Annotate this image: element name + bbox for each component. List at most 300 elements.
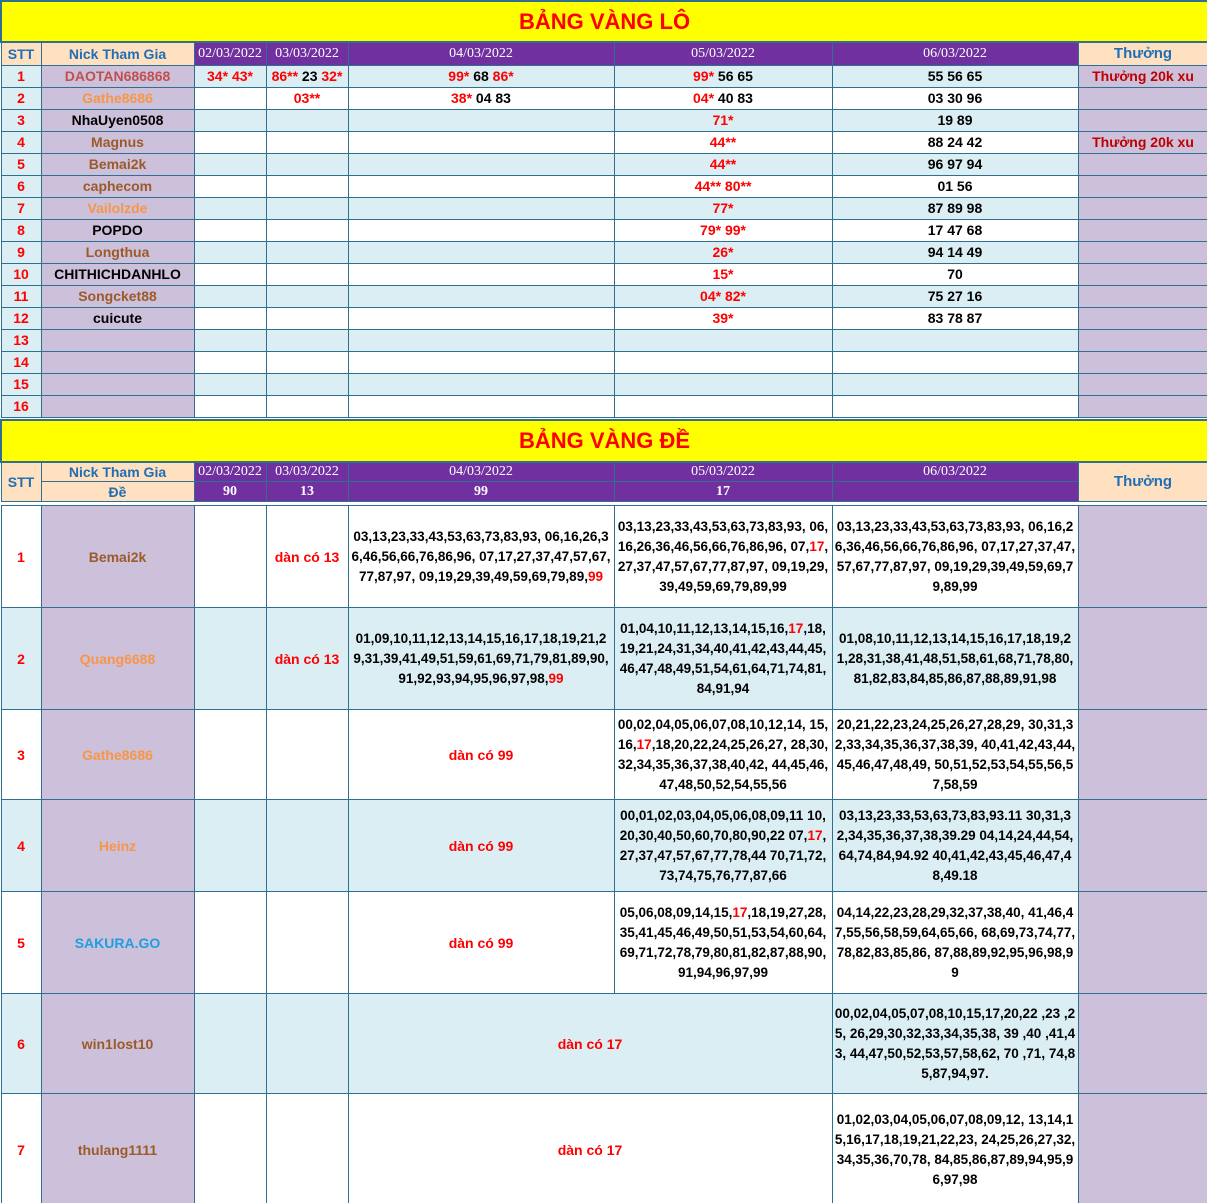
cell-segment: 88 24 42: [927, 134, 983, 150]
lo-row-date-cell: [832, 373, 1078, 395]
lo-row-date-cell: [614, 197, 832, 219]
lo-row-date-cell: [266, 197, 348, 219]
lo-row-date-cell: [266, 87, 348, 109]
lo-row-date-cell: [614, 175, 832, 197]
de-row-d1-cell: [194, 506, 266, 608]
lo-row-nick: CHITHICHDANHLO: [41, 263, 194, 285]
de-row-d2-cell: [266, 608, 348, 710]
lo-row-date-cell: [348, 307, 614, 329]
lo-row-date-cell: [614, 131, 832, 153]
lo-row-reward: [1078, 87, 1207, 109]
cell-segment: 00,01,02,03,04,05,06,08,09,11 10,20,30,40,50,60,70,80,90,22 07,: [619, 807, 826, 843]
lo-row: [1, 373, 1207, 395]
cell-segment: 71*: [712, 112, 734, 128]
lo-row-date-cell: [194, 307, 266, 329]
cell-segment: 79* 99*: [700, 222, 746, 238]
de-row-d3-cell: [348, 800, 614, 892]
lo-row-date-cell: [614, 285, 832, 307]
lo-row-date-cell: [266, 219, 348, 241]
de-row: [1, 1094, 1207, 1203]
cell-segment: 01,08,10,11,12,13,14,15,16,17,18,19,21,28,31,38,41,48,51,58,61,68,71,78,80,81,82,83,84,85,86,87,88,89,91,98: [836, 630, 1074, 686]
lo-header-nick: Nick Tham Gia: [41, 42, 194, 65]
de-row-reward: [1078, 608, 1207, 710]
cell-segment: 17 47 68: [927, 222, 983, 238]
lo-row-stt: 8: [1, 219, 41, 241]
lo-row-date-cell: [832, 351, 1078, 373]
de-row-d2-cell: [266, 994, 348, 1094]
lo-row-date-cell: [266, 263, 348, 285]
de-row-d3-cell: [348, 710, 614, 800]
lo-row-nick: cuicute: [41, 307, 194, 329]
lo-row: [1, 175, 1207, 197]
de-row-stt: 7: [1, 1094, 41, 1203]
de-row-stt: 6: [1, 994, 41, 1094]
cell-segment: 99*: [448, 68, 470, 84]
lo-row-date-cell: [348, 65, 614, 87]
de-row: [1, 994, 1207, 1094]
lo-row-stt: 4: [1, 131, 41, 153]
cell-segment: 01 56: [937, 178, 973, 194]
de-result-3: 99: [348, 482, 614, 502]
lo-row-stt: 2: [1, 87, 41, 109]
lo-row: [1, 65, 1207, 87]
de-result-5: [832, 482, 1078, 502]
de-row-d2-cell: [266, 1094, 348, 1203]
cell-segment: 03,13,23,33,43,53,63,73,83,93, 06,16,26,36,46,56,66,76,86,96, 07,17,27,37,47,57,67,77,87,97, 09,19,29,39,49,59,69,79,89,: [351, 528, 611, 584]
lo-row-date-cell: [194, 263, 266, 285]
lo-row-nick: caphecom: [41, 175, 194, 197]
lo-row: [1, 395, 1207, 417]
lo-row-nick: Bemai2k: [41, 153, 194, 175]
cell-segment: 43*: [231, 68, 253, 84]
cell-segment: ,18,19,27,28,35,41,45,46,49,50,51,53,54,60,64,69,71,72,78,79,80,81,82,87,88,90,91,94,96,97,99: [619, 904, 827, 980]
de-row-stt: 5: [1, 892, 41, 994]
lo-row-date-cell: [266, 395, 348, 417]
lo-row: [1, 351, 1207, 373]
de-header-reward: Thưởng: [1078, 462, 1207, 502]
lo-header-date-4: 05/03/2022: [614, 42, 832, 65]
lo-row-stt: 7: [1, 197, 41, 219]
lo-row-date-cell: [266, 329, 348, 351]
cell-segment: 03,13,23,33,53,63,73,83,93.11 30,31,32,34,35,36,37,38,39.29 04,14,24,44,54,64,74,84,94.92 40,41,42,43,45,46,47,48,49.18: [836, 807, 1074, 883]
lo-row-date-cell: [266, 285, 348, 307]
cell-segment: 15*: [712, 266, 734, 282]
cell-segment: 04,14,22,23,28,29,32,37,38,40, 41,46,47,55,56,58,59,64,65,66, 68,69,73,74,77,78,82,83,85,86, 87,88,89,92,95,96,98,99: [834, 904, 1076, 980]
lo-row-date-cell: [194, 87, 266, 109]
cell-segment: 77*: [712, 200, 734, 216]
lo-row-reward: [1078, 373, 1207, 395]
lo-row-reward: [1078, 219, 1207, 241]
lo-row-date-cell: [614, 307, 832, 329]
lo-row-stt: 10: [1, 263, 41, 285]
cell-segment: ,27,37,47,57,67,77,87,97, 09,19,29,39,49,59,69,79,89,99: [617, 538, 829, 594]
de-row: [1, 892, 1207, 994]
lo-row-date-cell: [266, 373, 348, 395]
de-row-d5-cell: [832, 1094, 1078, 1203]
cell-segment: 17: [636, 736, 652, 752]
de-row-stt: 2: [1, 608, 41, 710]
lo-row-stt: 3: [1, 109, 41, 131]
lo-title: BẢNG VÀNG LÔ: [1, 1, 1207, 42]
de-row-d1-cell: [194, 994, 266, 1094]
lo-row-date-cell: [348, 197, 614, 219]
cell-segment: dàn có 13: [274, 650, 340, 667]
de-rows: [1, 506, 1207, 1203]
cell-segment: 99*: [693, 68, 715, 84]
de-row-d3-cell: [348, 608, 614, 710]
de-row-d3-cell: [348, 506, 614, 608]
lo-row-date-cell: [348, 219, 614, 241]
de-row-stt: 1: [1, 506, 41, 608]
lo-row-nick: DAOTAN686868: [41, 65, 194, 87]
cell-segment: 34*: [207, 68, 229, 84]
lo-row-nick: Songcket88: [41, 285, 194, 307]
lo-row-date-cell: [614, 351, 832, 373]
lo-row: [1, 197, 1207, 219]
lo-row-date-cell: [832, 65, 1078, 87]
lo-row-date-cell: [614, 395, 832, 417]
de-row: [1, 800, 1207, 892]
cell-segment: 32*: [321, 68, 343, 84]
cell-segment: 03,13,23,33,43,53,63,73,83,93, 06,16,26,36,46,56,66,76,86,96, 07,: [617, 518, 829, 554]
lo-row-date-cell: [194, 395, 266, 417]
lo-row-date-cell: [194, 131, 266, 153]
de-header-row-1: [1, 462, 1207, 482]
cell-segment: 17: [807, 827, 823, 843]
de-row-reward: [1078, 994, 1207, 1094]
de-row-d1-cell: [194, 892, 266, 994]
lo-row-date-cell: [832, 219, 1078, 241]
de-header-date-4: 05/03/2022: [614, 462, 832, 482]
de-row-d2-cell: [266, 892, 348, 994]
lo-row-date-cell: [266, 241, 348, 263]
lo-row-nick: [41, 329, 194, 351]
lo-header-reward: Thưởng: [1078, 42, 1207, 65]
lo-row-date-cell: [266, 65, 348, 87]
lo-row-date-cell: [348, 285, 614, 307]
lo-row-date-cell: [194, 197, 266, 219]
lo-row-stt: 16: [1, 395, 41, 417]
lo-row: [1, 241, 1207, 263]
lo-row-reward: [1078, 109, 1207, 131]
lo-row-stt: 13: [1, 329, 41, 351]
de-row-d2-cell: [266, 710, 348, 800]
lo-row-reward: [1078, 241, 1207, 263]
lo-row-date-cell: [832, 131, 1078, 153]
lo-row-date-cell: [194, 175, 266, 197]
lo-row: [1, 285, 1207, 307]
de-row-d5-cell: [832, 800, 1078, 892]
de-row-d4-cell: [348, 994, 832, 1094]
cell-segment: 96 97 94: [927, 156, 983, 172]
de-header-row-2: [1, 482, 1207, 502]
de-row-d4-cell: [614, 892, 832, 994]
lo-row-date-cell: [614, 329, 832, 351]
lo-row-nick: Gathe8686: [41, 87, 194, 109]
cell-segment: 40 83: [714, 90, 753, 106]
lo-row-date-cell: [832, 109, 1078, 131]
cell-segment: 55 56 65: [927, 68, 983, 84]
de-row-stt: 3: [1, 710, 41, 800]
de-row-stt: 4: [1, 800, 41, 892]
lo-row-date-cell: [832, 87, 1078, 109]
de-row-d5-cell: [832, 710, 1078, 800]
de-row-d4-cell: [614, 710, 832, 800]
lo-row-date-cell: [614, 65, 832, 87]
lo-header-row: [1, 42, 1207, 65]
lo-row-date-cell: [194, 329, 266, 351]
cell-segment: 17: [788, 620, 804, 636]
lo-row-date-cell: [348, 175, 614, 197]
lo-row-reward: [1078, 197, 1207, 219]
de-header-nick-de: Đề: [41, 482, 194, 502]
de-row-nick: Heinz: [41, 800, 194, 892]
lo-row-date-cell: [348, 263, 614, 285]
de-header-date-2: 03/03/2022: [266, 462, 348, 482]
cell-segment: 04*: [693, 90, 715, 106]
de-row-d4-cell: [348, 1094, 832, 1203]
de-row-reward: [1078, 710, 1207, 800]
lo-row-stt: 11: [1, 285, 41, 307]
cell-segment: 05,06,08,09,14,15,: [619, 904, 733, 920]
de-row-reward: [1078, 892, 1207, 994]
lo-row-date-cell: [832, 307, 1078, 329]
lo-row-date-cell: [832, 329, 1078, 351]
lo-row-nick: [41, 395, 194, 417]
cell-segment: 20,21,22,23,24,25,26,27,28,29, 30,31,32,33,34,35,36,37,38,39, 40,41,42,43,44,45,46,47,48,49, 50,51,52,53,54,55,56,57,58,59: [834, 716, 1076, 792]
de-row: [1, 710, 1207, 800]
lo-row-stt: 6: [1, 175, 41, 197]
de-row-d1-cell: [194, 1094, 266, 1203]
lo-row-date-cell: [266, 109, 348, 131]
lo-row-stt: 1: [1, 65, 41, 87]
cell-segment: 23: [298, 68, 322, 84]
de-row-d5-cell: [832, 506, 1078, 608]
lo-row-date-cell: [832, 285, 1078, 307]
de-row-d5-cell: [832, 608, 1078, 710]
cell-segment: 01,04,10,11,12,13,14,15,16,: [620, 620, 789, 636]
lo-row-date-cell: [266, 175, 348, 197]
de-title: BẢNG VÀNG ĐỀ: [1, 420, 1207, 462]
de-row-nick: thulang1111: [41, 1094, 194, 1203]
de-row-nick: Bemai2k: [41, 506, 194, 608]
de-header-date-3: 04/03/2022: [348, 462, 614, 482]
de-header-nick: Nick Tham Gia: [41, 462, 194, 482]
lo-row-nick: NhaUyen0508: [41, 109, 194, 131]
lo-row-reward: Thưởng 20k xu: [1078, 131, 1207, 153]
cell-segment: 70: [947, 266, 963, 282]
lo-row-nick: [41, 351, 194, 373]
de-row: [1, 608, 1207, 710]
cell-segment: 01,02,03,04,05,06,07,08,09,12, 13,14,15,16,17,18,19,21,22,23, 24,25,26,27,32,34,35,36,70,78, 84,85,86,87,89,94,95,96,97,98: [834, 1111, 1076, 1187]
cell-segment: dàn có 99: [448, 934, 514, 951]
lo-row-date-cell: [194, 285, 266, 307]
lo-row-reward: Thưởng 20k xu: [1078, 65, 1207, 87]
lo-row-date-cell: [194, 373, 266, 395]
cell-segment: 83 78 87: [927, 310, 983, 326]
cell-segment: 03 30 96: [927, 90, 983, 106]
lo-row-date-cell: [832, 175, 1078, 197]
cell-segment: 44** 80**: [694, 178, 752, 194]
cell-segment: 00,02,04,05,07,08,10,15,17,20,22 ,23 ,25, 26,29,30,32,33,34,35,38, 39 ,40 ,41,43, 44,47,50,52,53,57,58,62, 70 ,71, 74,85,87,94,97.: [834, 1005, 1076, 1081]
lo-table: [0, 0, 1207, 418]
cell-segment: 26*: [712, 244, 734, 260]
lo-row-date-cell: [266, 351, 348, 373]
lo-row-nick: POPDO: [41, 219, 194, 241]
lo-header-date-3: 04/03/2022: [348, 42, 614, 65]
cell-segment: 99: [548, 670, 564, 686]
de-row-d2-cell: [266, 506, 348, 608]
de-row-d5-cell: [832, 892, 1078, 994]
lo-row-stt: 15: [1, 373, 41, 395]
lo-row-date-cell: [832, 197, 1078, 219]
cell-segment: dàn có 99: [448, 746, 514, 763]
de-table: [0, 419, 1207, 1203]
lo-row-stt: 5: [1, 153, 41, 175]
lo-header-date-2: 03/03/2022: [266, 42, 348, 65]
lo-row-date-cell: [266, 153, 348, 175]
de-row-d1-cell: [194, 608, 266, 710]
cell-segment: 17: [809, 538, 825, 554]
cell-segment: 75 27 16: [927, 288, 983, 304]
cell-segment: 04* 82*: [700, 288, 746, 304]
lo-row-date-cell: [194, 65, 266, 87]
de-row-d4-cell: [614, 608, 832, 710]
lo-header-date-1: 02/03/2022: [194, 42, 266, 65]
cell-segment: 03**: [293, 90, 321, 106]
lo-row-nick: Magnus: [41, 131, 194, 153]
de-row-nick: win1lost10: [41, 994, 194, 1094]
cell-segment: dàn có 17: [557, 1035, 623, 1052]
lo-row: [1, 219, 1207, 241]
lo-row: [1, 307, 1207, 329]
de-result-4: 17: [614, 482, 832, 502]
cell-segment: 00,02,04,05,06,07,08,10,12,14, 15,16,: [617, 716, 829, 752]
de-header-date-1: 02/03/2022: [194, 462, 266, 482]
de-row-d2-cell: [266, 800, 348, 892]
lo-row-date-cell: [348, 109, 614, 131]
de-header-stt: STT: [1, 462, 41, 502]
cell-segment: dàn có 17: [557, 1141, 623, 1158]
lo-row: [1, 109, 1207, 131]
lo-row-date-cell: [194, 219, 266, 241]
lo-row: [1, 131, 1207, 153]
lo-row-date-cell: [194, 351, 266, 373]
cell-segment: ,18,19,21,24,31,34,40,41,42,43,44,45,46,47,48,49,51,54,61,64,71,74,81,84,91,94: [619, 620, 827, 696]
lo-row: [1, 329, 1207, 351]
lo-row-date-cell: [266, 307, 348, 329]
lo-row-date-cell: [348, 395, 614, 417]
cell-segment: 01,09,10,11,12,13,14,15,16,17,18,19,21,29,31,39,41,49,51,59,61,69,71,79,81,89,90,91,92,93,94,95,96,97,98,: [353, 630, 609, 686]
lo-row-stt: 9: [1, 241, 41, 263]
lo-row-date-cell: [194, 109, 266, 131]
lo-row-date-cell: [348, 153, 614, 175]
cell-segment: 44**: [709, 156, 737, 172]
de-row-d4-cell: [614, 506, 832, 608]
de-row-d5-cell: [832, 994, 1078, 1094]
lo-row-reward: [1078, 263, 1207, 285]
lo-row-date-cell: [348, 351, 614, 373]
cell-segment: 86*: [492, 68, 514, 84]
lo-row-reward: [1078, 175, 1207, 197]
de-row-d4-cell: [614, 800, 832, 892]
cell-segment: 99: [587, 568, 603, 584]
lo-row-date-cell: [614, 263, 832, 285]
lo-row-reward: [1078, 153, 1207, 175]
lo-row-stt: 12: [1, 307, 41, 329]
cell-segment: 87 89 98: [927, 200, 983, 216]
de-row: [1, 506, 1207, 608]
lo-row: [1, 87, 1207, 109]
lo-row: [1, 153, 1207, 175]
de-row-d1-cell: [194, 710, 266, 800]
cell-segment: 04 83: [472, 90, 511, 106]
cell-segment: 86**: [271, 68, 299, 84]
cell-segment: dàn có 99: [448, 837, 514, 854]
de-row-nick: Gathe8686: [41, 710, 194, 800]
lo-row-date-cell: [348, 329, 614, 351]
lo-rows: [1, 65, 1207, 417]
lo-row-reward: [1078, 285, 1207, 307]
lo-row-nick: Vailolzde: [41, 197, 194, 219]
lo-row-nick: [41, 373, 194, 395]
lo-row-date-cell: [348, 241, 614, 263]
lo-row-nick: Longthua: [41, 241, 194, 263]
cell-segment: 19 89: [937, 112, 973, 128]
de-row-reward: [1078, 1094, 1207, 1203]
de-row-nick: SAKURA.GO: [41, 892, 194, 994]
lo-row-date-cell: [614, 109, 832, 131]
cell-segment: 94 14 49: [927, 244, 983, 260]
lo-row-date-cell: [194, 153, 266, 175]
lo-row-date-cell: [614, 153, 832, 175]
lo-row-date-cell: [832, 263, 1078, 285]
lo-row-reward: [1078, 329, 1207, 351]
de-result-2: 13: [266, 482, 348, 502]
cell-segment: 39*: [712, 310, 734, 326]
lo-row: [1, 263, 1207, 285]
lo-row-date-cell: [832, 241, 1078, 263]
de-row-nick: Quang6688: [41, 608, 194, 710]
lo-row-date-cell: [832, 395, 1078, 417]
lo-row-date-cell: [348, 87, 614, 109]
de-row-d1-cell: [194, 800, 266, 892]
cell-segment: ,27,37,47,57,67,77,78,44 70,71,72,73,74,75,76,77,87,66: [619, 827, 827, 883]
de-header-date-5: 06/03/2022: [832, 462, 1078, 482]
cell-segment: ,18,20,22,24,25,26,27, 28,30,32,34,35,36,37,38,40,42, 44,45,46,47,48,50,52,54,55,56: [617, 736, 829, 792]
lo-header-date-5: 06/03/2022: [832, 42, 1078, 65]
cell-segment: 68: [469, 68, 493, 84]
lo-row-date-cell: [614, 241, 832, 263]
lo-row-reward: [1078, 307, 1207, 329]
de-result-1: 90: [194, 482, 266, 502]
lo-row-date-cell: [266, 131, 348, 153]
cell-segment: 38*: [451, 90, 473, 106]
cell-segment: 03,13,23,33,43,53,63,73,83,93, 06,16,26,36,46,56,66,76,86,96, 07,17,27,37,47,57,67,77,87,97, 09,19,29,39,49,59,69,79,89,99: [834, 518, 1076, 594]
lo-row-date-cell: [614, 373, 832, 395]
lo-row-reward: [1078, 351, 1207, 373]
cell-segment: 17: [732, 904, 748, 920]
lo-row-date-cell: [614, 87, 832, 109]
lo-row-date-cell: [614, 219, 832, 241]
lo-row-date-cell: [194, 241, 266, 263]
lo-row-date-cell: [348, 131, 614, 153]
de-row-d3-cell: [348, 892, 614, 994]
lo-row-date-cell: [832, 153, 1078, 175]
de-row-reward: [1078, 800, 1207, 892]
de-row-reward: [1078, 506, 1207, 608]
lo-row-reward: [1078, 395, 1207, 417]
